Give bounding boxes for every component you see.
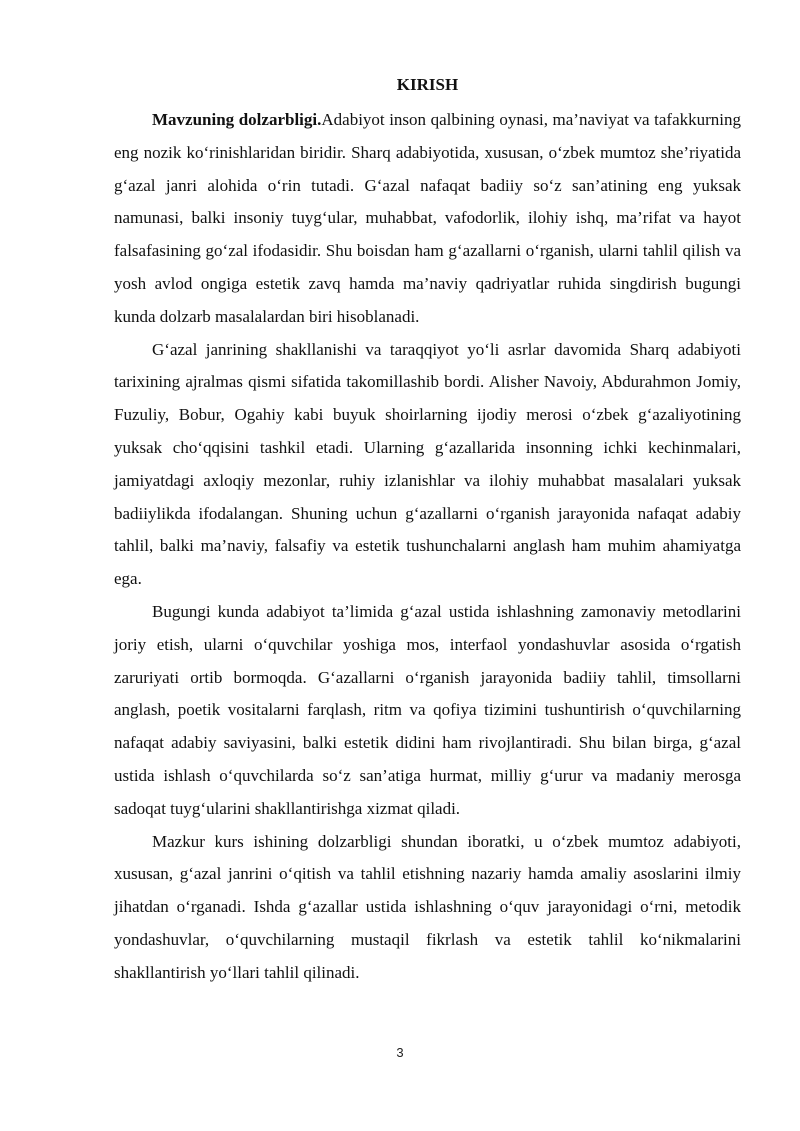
paragraph-course-relevance [114, 826, 741, 990]
page-number: 3 [396, 1045, 404, 1060]
paragraph-modern-methods [114, 596, 741, 826]
paragraph-relevance [114, 104, 741, 334]
paragraph-text: Bugungi kunda adabiyot ta’limida g‘azal ustida ishlashning zamonaviy metodlarini joriy etish, ularni o‘quvchilar yoshiga mos, interfaol yondashuvlar asosida o‘rgatish zaruriyati ortib bormoqda. G‘azallarni o‘rganish jarayonida badiiy tahlil, timsollarni anglash, poetik vositalarni farqlash, ritm va qofiya tizimini tushuntirish o‘quvchilarning nafaqat adabiy saviyasini, balki estetik didini ham rivojlantiradi. Shu bilan birga, g‘azal ustida ishlash o‘quvchilarda so‘z san’atiga hurmat, milliy g‘urur va madaniy merosga sadoqat tuyg‘ularini shakllantirishga xizmat qiladi. [114, 601, 741, 818]
paragraph-ghazal-history [114, 334, 741, 596]
paragraph-text: Adabiyot inson qalbining oynasi, ma’naviyat va tafakkurning eng nozik ko‘rinishlaridan biridir. Sharq adabiyotida, xususan, o‘zbek mumtoz she’riyatida g‘azal janri alohida o‘rin tutadi. G‘azal nafaqat badiiy so‘z san’atining eng yuksak namunasi, balki insoniy tuyg‘ular, muhabbat, vafodorlik, ilohiy ishq, ma’rifat va hayot falsafasining go‘zal ifodasidir. Shu boisdan ham g‘azallarni o‘rganish, ularni tahlil qilish va yosh avlod ongiga estetik zavq hamda ma’naviy qadriyatlar ruhida singdirish bugungi kunda dolzarb masalalardan biri hisoblanadi. [114, 110, 741, 326]
paragraph-text: G‘azal janrining shakllanishi va taraqqiyot yo‘li asrlar davomida Sharq adabiyoti tarixining ajralmas qismi sifatida takomillashib bordi. Alisher Navoiy, Abdurahmon Jomiy, Fuzuliy, Bobur, Ogahiy kabi buyuk shoirlarning ijodiy merosi o‘zbek g‘azaliyotining yuksak cho‘qqisini tashkil etadi. Ularning g‘azallarida insonning ichki kechinmalari, jamiyatdagi axloqiy mezonlar, ruhiy izlanishlar va ilohiy muhabbat masalalari yuksak badiiylikda ifodalangan. Shuning uchun g‘azallarni o‘rganish jarayonida nafaqat adabiy tahlil, balki ma’naviy, falsafiy va estetik tushunchalarni anglash ham muhim ahamiyatga ega. [114, 339, 741, 589]
section-heading: KIRISH [396, 75, 459, 94]
paragraph-lead: Mavzuning dolzarbligi. [152, 110, 322, 129]
paragraph-text: Mazkur kurs ishining dolzarbligi shundan iboratki, u o‘zbek mumtoz adabiyoti, xususan, g‘azal janrini o‘qitish va tahlil etishning nazariy hamda amaliy asoslarini ilmiy jihatdan o‘rganadi. Ishda g‘azallar ustida ishlashning o‘quv jarayonidagi o‘rni, metodik yondashuvlar, o‘quvchilarning mustaqil fikrlash va estetik tahlil ko‘nikmalarini shakllantirish yo‘llari tahlil qilinadi. [114, 831, 741, 982]
page-content [114, 72, 741, 990]
